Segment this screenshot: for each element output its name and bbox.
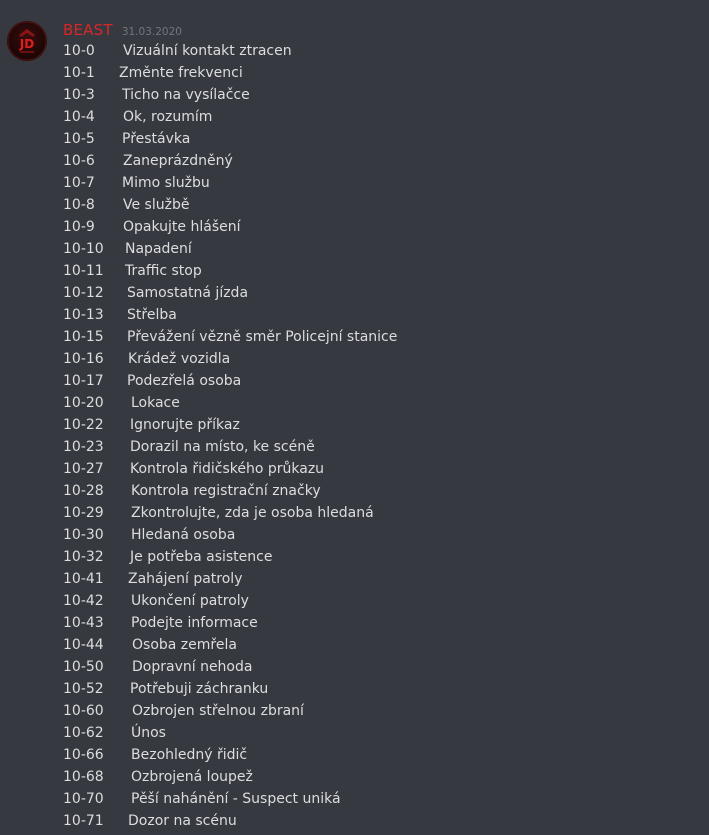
code-number: 10-11 [63, 263, 104, 279]
code-line [63, 414, 703, 436]
code-number: 10-1 [63, 65, 95, 81]
code-line [63, 348, 703, 370]
avatar-logo-icon [7, 21, 47, 61]
code-description: Ve službě [123, 197, 190, 213]
message-header [63, 20, 182, 40]
code-description: Vizuální kontakt ztracen [123, 43, 292, 59]
code-line [63, 282, 703, 304]
code-line [63, 458, 703, 480]
code-line [63, 744, 703, 766]
code-description: Ukončení patroly [131, 593, 249, 609]
code-line [63, 84, 703, 106]
code-number: 10-8 [63, 197, 95, 213]
code-number: 10-0 [63, 43, 95, 59]
avatar-text: JD [19, 37, 35, 51]
code-number: 10-30 [63, 527, 104, 543]
code-number: 10-70 [63, 791, 104, 807]
code-line [63, 590, 703, 612]
code-description: Převážení vězně směr Policejní stanice [127, 329, 398, 345]
code-line [63, 392, 703, 414]
code-number: 10-12 [63, 285, 104, 301]
code-number: 10-9 [63, 219, 95, 235]
code-number: 10-66 [63, 747, 104, 763]
code-number: 10-22 [63, 417, 104, 433]
code-line [63, 678, 703, 700]
code-number: 10-10 [63, 241, 104, 257]
code-line [63, 766, 703, 788]
code-description: Osoba zemřela [132, 637, 237, 653]
code-description: Lokace [131, 395, 180, 411]
code-number: 10-41 [63, 571, 104, 587]
code-number: 10-20 [63, 395, 104, 411]
code-description: Únos [131, 725, 166, 741]
code-number: 10-50 [63, 659, 104, 675]
code-description: Podejte informace [131, 615, 258, 631]
code-description: Střelba [127, 307, 177, 323]
code-number: 10-15 [63, 329, 104, 345]
code-line [63, 326, 703, 348]
code-number: 10-17 [63, 373, 104, 389]
code-description: Přestávka [122, 131, 191, 147]
timestamp[interactable]: 31.03.2020 [121, 26, 182, 38]
code-description: Bezohledný řidič [131, 747, 248, 763]
code-line [63, 40, 703, 62]
code-line [63, 172, 703, 194]
code-line [63, 480, 703, 502]
code-description: Zaneprázdněný [123, 153, 233, 169]
code-number: 10-68 [63, 769, 104, 785]
code-description: Kontrola registrační značky [131, 483, 321, 499]
code-number: 10-42 [63, 593, 104, 609]
code-line [63, 722, 703, 744]
code-description: Zahájení patroly [128, 571, 243, 587]
code-line [63, 370, 703, 392]
code-number: 10-52 [63, 681, 104, 697]
avatar[interactable] [7, 21, 47, 61]
code-number: 10-71 [63, 813, 104, 829]
code-line [63, 436, 703, 458]
code-number: 10-13 [63, 307, 104, 323]
code-description: Samostatná jízda [127, 285, 249, 301]
code-number: 10-43 [63, 615, 104, 631]
code-line [63, 304, 703, 326]
code-line [63, 656, 703, 678]
code-number: 10-6 [63, 153, 95, 169]
code-line [63, 128, 703, 150]
code-description: Napadení [125, 241, 192, 257]
code-description: Ticho na vysílačce [122, 87, 250, 103]
code-line [63, 194, 703, 216]
code-number: 10-4 [63, 109, 95, 125]
code-line [63, 216, 703, 238]
code-line [63, 150, 703, 172]
code-line [63, 810, 703, 832]
code-number: 10-60 [63, 703, 104, 719]
code-number: 10-44 [63, 637, 104, 653]
code-description: Dopravní nehoda [132, 659, 253, 675]
code-line [63, 700, 703, 722]
code-number: 10-62 [63, 725, 104, 741]
code-description: Zkontrolujte, zda je osoba hledaná [131, 505, 374, 521]
code-description: Ok, rozumím [123, 109, 213, 125]
code-description: Změnte frekvenci [119, 65, 243, 81]
code-line [63, 568, 703, 590]
code-line [63, 634, 703, 656]
code-line [63, 612, 703, 634]
code-description: Krádež vozidla [128, 351, 231, 367]
code-number: 10-16 [63, 351, 104, 367]
code-description: Kontrola řidičského průkazu [130, 461, 325, 477]
code-description: Potřebuji záchranku [130, 681, 269, 697]
code-number: 10-27 [63, 461, 104, 477]
code-line [63, 502, 703, 524]
code-number: 10-5 [63, 131, 95, 147]
code-description: Mimo službu [122, 175, 210, 191]
code-line [63, 788, 703, 810]
code-description: Ignorujte příkaz [130, 417, 240, 433]
code-number: 10-28 [63, 483, 104, 499]
code-number: 10-29 [63, 505, 104, 521]
code-description: Dorazil na místo, ke scéně [130, 439, 315, 455]
code-line [63, 546, 703, 568]
code-description: Podezřelá osoba [127, 373, 242, 389]
username[interactable]: BEAST [63, 21, 113, 39]
code-description: Dozor na scénu [128, 813, 237, 829]
code-description: Hledaná osoba [131, 527, 236, 543]
code-number: 10-3 [63, 87, 95, 103]
code-number: 10-23 [63, 439, 104, 455]
code-description: Pěší nahánění - Suspect uniká [131, 791, 341, 807]
message-content [63, 40, 703, 832]
code-description: Ozbrojen střelnou zbraní [132, 703, 304, 719]
code-description: Ozbrojená loupež [131, 769, 253, 785]
code-line [63, 62, 703, 84]
code-number: 10-32 [63, 549, 104, 565]
code-line [63, 238, 703, 260]
code-description: Traffic stop [125, 263, 202, 279]
code-line [63, 260, 703, 282]
code-number: 10-7 [63, 175, 95, 191]
code-description: Je potřeba asistence [130, 549, 273, 565]
code-line [63, 524, 703, 546]
code-line [63, 106, 703, 128]
code-description: Opakujte hlášení [123, 219, 241, 235]
